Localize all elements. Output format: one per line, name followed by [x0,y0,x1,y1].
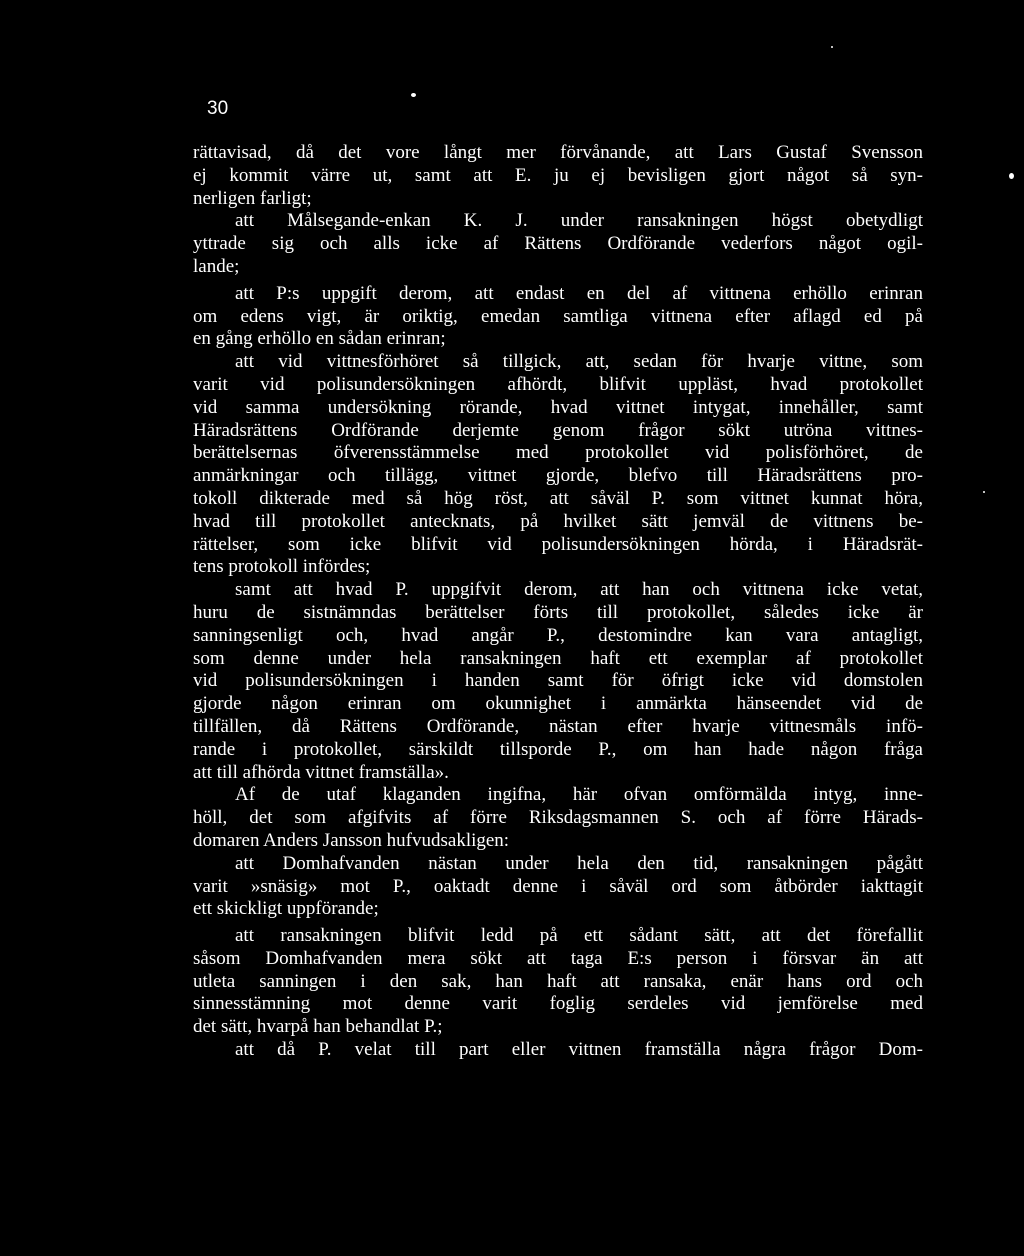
text-line: höll, det som afgifvits af förre Riksdagsmannen S. och af förre Härads- [193,807,923,829]
speck-mark [831,46,833,48]
text-line: huru de sistnämndas berättelser förts till protokollet, således icke är [193,601,923,623]
text-line: vid samma undersökning rörande, hvad vittnet intygat, innehåller, samt [193,396,923,418]
text-line: vid polisundersökningen i handen samt för öfrigt icke vid domstolen [193,670,923,692]
text-line: att Domhafvanden nästan under hela den tid, ransakningen pågått [235,852,923,874]
text-line: hvad till protokollet antecknats, på hvilket sätt jemväl de vittnens be- [193,510,923,532]
text-line: en gång erhöllo en sådan erinran; [193,328,446,350]
text-line: att till afhörda vittnet framställa». [193,761,449,783]
page-number: 30 [207,98,229,119]
speck-mark [1009,173,1014,179]
text-line: tokoll dikterade med så hög röst, att såväl P. som vittnet kunnat höra, [193,487,923,509]
text-line: att P:s uppgift derom, att endast en del af vittnena erhöllo erinran [235,282,923,304]
text-line: rättavisad, då det vore långt mer förvånande, att Lars Gustaf Svensson [193,142,923,163]
text-line: Af de utaf klaganden ingifna, här ofvan omförmälda intyg, inne- [235,784,923,806]
text-line: varit »snäsig» mot P., oaktadt denne i såväl ord som åtbörder iakttagit [193,875,923,897]
text-line: att ransakningen blifvit ledd på ett sådant sätt, att det förefallit [235,925,923,947]
text-line: att vid vittnesförhöret så tillgick, att, sedan för hvarje vittne, som [235,351,923,373]
speck-mark [411,93,416,97]
text-line: om edens vigt, är oriktig, emedan samtliga vittnena efter aflagd ed på [193,305,923,327]
text-line: varit vid polisundersökningen afhördt, blifvit uppläst, hvad protokollet [193,373,923,395]
text-line: sanningsenligt och, hvad angår P., destomindre kan vara antagligt, [193,624,923,646]
text-line: gjorde någon erinran om okunnighet i anmärkta hänseendet vid de [193,693,923,715]
text-line: tillfällen, då Rättens Ordförande, nästan efter hvarje vittnesmåls infö- [193,715,923,737]
text-line: såsom Domhafvanden mera sökt att taga E:s person i försvar än att [193,947,923,969]
text-line: domaren Anders Jansson hufvudsakligen: [193,829,510,851]
text-line: rande i protokollet, särskildt tillsporde P., om han hade någon fråga [193,738,923,760]
text-line: utleta sanningen i den sak, han haft att ransaka, enär hans ord och [193,970,923,992]
text-line: sinnesstämning mot denne varit foglig serdeles vid jemförelse med [193,993,923,1015]
text-line: ej kommit värre ut, samt att E. ju ej bevisligen gjort något så syn- [193,164,923,186]
text-line: som denne under hela ransakningen haft ett exemplar af protokollet [193,647,923,669]
text-line: yttrade sig och alls icke af Rättens Ordförande vederfors något ogil- [193,233,923,255]
text-line: samt att hvad P. uppgifvit derom, att han och vittnena icke vetat, [235,579,923,601]
text-line: anmärkningar och tillägg, vittnet gjorde, blefvo till Häradsrättens pro- [193,465,923,487]
text-line: berättelsernas öfverensstämmelse med protokollet vid polisförhöret, de [193,442,923,464]
text-line: tens protokoll infördes; [193,556,371,578]
text-line: lande; [193,255,240,277]
text-line: nerligen farligt; [193,187,312,209]
text-line: att Målsegande-enkan K. J. under ransakningen högst obetydligt [235,210,923,232]
text-line: att då P. velat till part eller vittnen framställa några frågor Dom- [235,1039,923,1061]
text-line: ett skickligt uppförande; [193,898,379,920]
text-line: rättelser, som icke blifvit vid polisundersökningen hörda, i Häradsrät- [193,533,923,555]
speck-mark [983,491,985,493]
text-line: Häradsrättens Ordförande derjemte genom frågor sökt utröna vittnes- [193,419,923,441]
body-text [193,142,923,1062]
text-line: det sätt, hvarpå han behandlat P.; [193,1016,443,1038]
